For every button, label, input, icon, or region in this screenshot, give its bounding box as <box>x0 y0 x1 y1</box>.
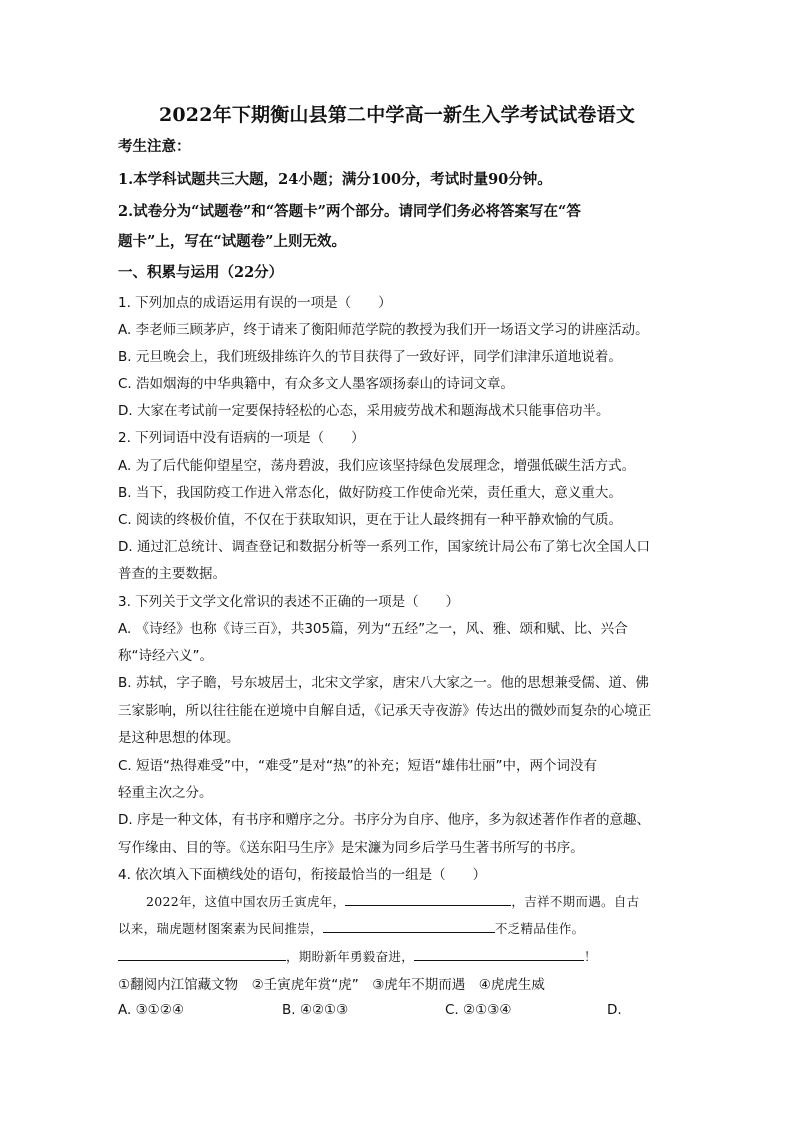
q4-option-a: A. ③①②④ <box>118 1002 184 1018</box>
q3-option-d-line1: D. 序是一种文体，有书序和赠序之分。书序分为自序、他序，多为叙述著作作者的意趣、 <box>118 812 650 828</box>
q4-stem: 4. 依次填入下面横线处的语句，衔接最恰当的一组是（ ） <box>118 867 487 883</box>
notice-item-2-line2: 题卡”上，写在“试题卷”上则无效。 <box>118 233 347 250</box>
notice-item-2-line1: 2.试卷分为“试题卷”和“答题卡”两个部分。请同学们务必将答案写在“答 <box>118 203 581 220</box>
q3-option-d-line2: 写作缘由、目的等。《送东阳马生序》是宋濂为同乡后学马生著书所写的书序。 <box>118 840 584 856</box>
q3-option-c-line1: C. 短语“热得难受”中，“难受”是对“热”的补充；短语“雄伟壮丽”中，两个词没有 <box>118 758 597 774</box>
page-title: 2022年下期衡山县第二中学高一新生入学考试试卷语文 <box>158 104 636 126</box>
q2-stem: 2. 下列词语中没有语病的一项是（ ） <box>118 430 365 446</box>
q4-passage-end: ！ <box>584 949 597 964</box>
section-heading: 一、积累与运用（22分） <box>118 264 284 281</box>
q4-passage-line3 <box>118 947 688 967</box>
notice-heading: 考生注意： <box>118 138 191 155</box>
q4-passage-text-1a: 2022年，这值中国农历壬寅虎年， <box>146 894 346 909</box>
q4-option-c: C. ②①③④ <box>445 1002 512 1018</box>
q2-option-a: A. 为了后代能仰望星空，荡舟碧波，我们应该坚持绿色发展理念，增强低碳生活方式。 <box>118 458 636 474</box>
q2-option-b: B. 当下，我国防疫工作进入常态化，做好防疫工作使命光荣，责任重大，意义重大。 <box>118 485 622 501</box>
q1-stem: 1. 下列加点的成语运用有误的一项是（ ） <box>118 295 392 311</box>
q4-blank-2 <box>323 919 495 933</box>
q2-option-d-line2: 普查的主要数据。 <box>118 566 226 582</box>
q1-option-b: B. 元旦晚会上，我们班级排练许久的节目获得了一致好评，同学们津津乐道地说着。 <box>118 349 622 365</box>
q4-passage-text-2a: 以来，瑞虎题材图案素为民间推崇， <box>118 921 323 936</box>
q3-option-c-line2: 轻重主次之分。 <box>118 785 213 801</box>
q3-option-b-line3: 是这种思想的体现。 <box>118 730 240 746</box>
q4-passage-line1 <box>146 892 688 912</box>
q4-choices: ①翻阅内江馆藏文物 ②壬寅虎年赏“虎” ③虎年不期而遇 ④虎虎生威 <box>118 977 545 993</box>
q3-stem: 3. 下列关于文学文化常识的表述不正确的一项是（ ） <box>118 594 460 610</box>
q4-option-d: D. <box>607 1002 622 1018</box>
q2-option-d-line1: D. 通过汇总统计、调查登记和数据分析等一系列工作，国家统计局公布了第七次全国人口 <box>118 539 650 555</box>
q1-option-a: A. 李老师三顾茅庐，终于请来了衡阳师范学院的教授为我们开一场语文学习的讲座活动。 <box>118 322 649 338</box>
q4-blank-4 <box>414 947 584 961</box>
q4-passage-text-3b: ，期盼新年勇毅奋进， <box>286 949 415 964</box>
q1-option-d: D. 大家在考试前一定要保持轻松的心态，采用疲劳战术和题海战术只能事倍功半。 <box>118 403 610 419</box>
q4-passage-text-1b: ，吉祥不期而遇。自古 <box>511 894 640 909</box>
q4-blank-3 <box>118 947 286 961</box>
q2-option-c: C. 阅读的终极价值，不仅在于获取知识，更在于让人最终拥有一种平静欢愉的气质。 <box>118 512 623 528</box>
q4-blank-1 <box>345 892 511 906</box>
q4-option-b: B. ④②①③ <box>282 1002 349 1018</box>
q3-option-a-line1: A. 《诗经》也称《诗三百》，共305篇，列为“五经”之一，风、雅、颂和赋、比、兴合 <box>118 621 628 637</box>
notice-item-1: 1.本学科试题共三大题，24小题；满分100分，考试时量90分钟。 <box>118 171 552 188</box>
q3-option-b-line1: B. 苏轼，字子瞻，号东坡居士，北宋文学家，唐宋八大家之一。他的思想兼受儒、道、佛 <box>118 675 649 691</box>
q4-passage-line2 <box>118 919 688 939</box>
q3-option-a-line2: 称“诗经六义”。 <box>118 648 213 664</box>
q3-option-b-line2: 三家影响，所以往往能在逆境中自解自适，《记承天寺夜游》传达出的微妙而复杂的心境正 <box>118 703 652 719</box>
q4-passage-text-2b: 不乏精品佳作。 <box>494 921 585 936</box>
q1-option-c: C. 浩如烟海的中华典籍中，有众多文人墨客颂扬泰山的诗词文章。 <box>118 376 515 392</box>
